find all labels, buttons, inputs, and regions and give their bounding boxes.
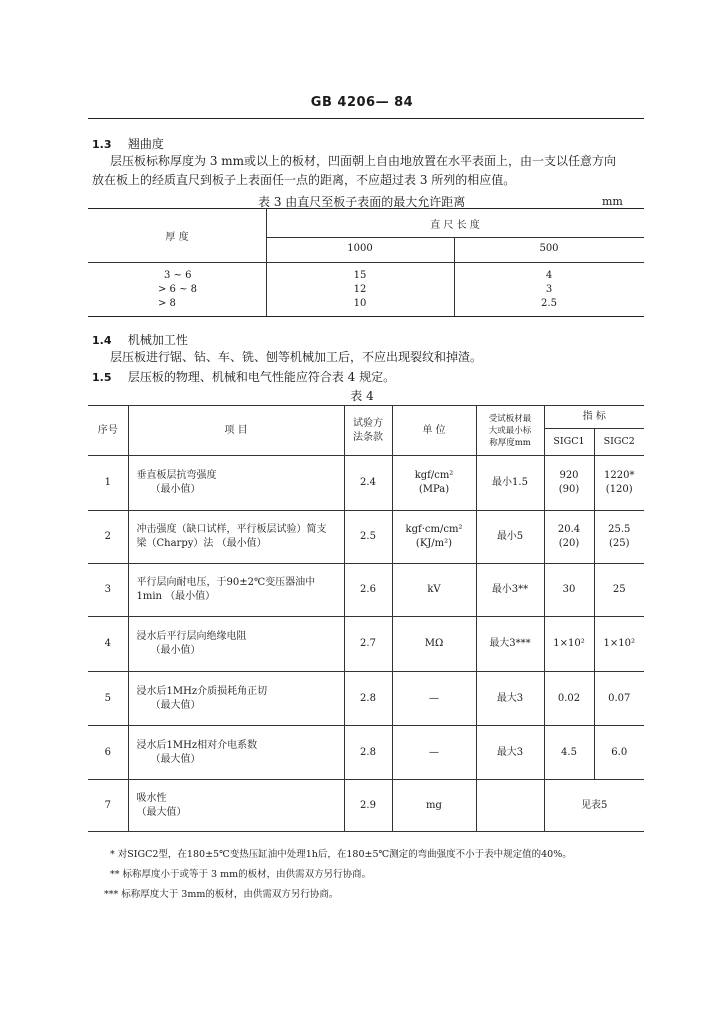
section-1-3-text-line2: 放在板上的经质直尺到板子上表面任一点的距离，不应超过表 3 所列的相应值。 [92,173,516,187]
table4-header-thickness: 受试板材最 大或最小标 称厚度mm [476,406,544,456]
table3-row3-thickness: > 8 [158,298,176,309]
table-row: 6 浸水后1MHz相对介电系数 （最大值） 2.8 — 最大3 4.5 6.0 [88,726,644,780]
table4-header-method: 试验方 法条款 [344,406,392,456]
table3-row1-thickness: 3 ~ 6 [164,270,192,281]
section-1-3-text-line1: 层压板标称厚度为 3 mm或以上的板材，凹面朝上自由地放置在水平表面上，由一支以任意方向 [110,154,617,168]
table-row: 1 垂直板层抗弯强度 （最小值） 2.4 kgf/cm² (MPa) 最小1.5 920 (90) 1220* (120) [88,456,644,511]
table4-header-seq: 序号 [88,406,128,456]
footnote-3: *** 标称厚度大于 3mm的板材，由供需双方另行协商。 [104,889,339,900]
table-row: 2 冲击强度（缺口试样，平行板层试验）简支 梁（Charpy）法 （最小值） 2.5 kgf·cm/cm² (KJ/m²) 最小5 20.4 (20) 25.5 (25) [88,511,644,564]
table4-header-item: 项 目 [128,406,344,456]
section-1-3-heading [92,135,164,152]
table3-row2-500: 3 [545,284,553,295]
table3-row1-500: 4 [545,270,553,281]
section-1-4-heading [92,331,188,348]
table4 [88,405,644,832]
table3 [88,208,644,318]
table-row: 3 平行层向耐电压，于90±2℃变压器油中 1min （最小值） 2.6 kV 最小3** 30 25 [88,564,644,617]
table4-caption: 表 4 [350,389,374,403]
table4-header-sigc2: SIGC2 [594,429,644,456]
section-1-4-number: 1.4 [92,334,112,347]
table3-row3-1000: 10 [353,298,367,309]
table3-unit: mm [602,195,623,208]
table-row: 7 吸水性 （最大值） 2.9 mg 见表5 [88,780,644,832]
table4-header-sigc1: SIGC1 [544,429,594,456]
footnote-1: * 对SIGC2型，在180±5℃变热压缸油中处理1h后，在180±5℃测定的弯曲强度不小于表中规定值的40%。 [110,849,572,860]
table3-caption: 表 3 由直尺至板子表面的最大允许距离 [258,195,466,209]
table-row: 5 浸水后1MHz介质损耗角正切 （最大值） 2.8 — 最大3 0.02 0.07 [88,672,644,726]
footnote-2: ** 标称厚度小于或等于 3 mm的板材，由供需双方另行协商。 [110,869,372,880]
section-1-3-number: 1.3 [92,138,112,151]
table3-header-thickness: 厚 度 [165,232,189,243]
table3-row2-1000: 12 [353,284,367,295]
section-1-5-text: 层压板的物理、机械和电气性能应符合表 4 规定。 [127,370,396,384]
section-1-5-heading [92,368,395,385]
standard-header: GB 4206— 84 [310,95,414,110]
table3-row2-thickness: > 6 ~ 8 [158,284,198,295]
table-row: 4 浸水后平行层向绝缘电阻 （最小值） 2.7 MΩ 最大3*** 1×10² 1×10² [88,617,644,672]
table4-header-index: 指 标 [544,406,644,429]
table3-header-500: 500 [539,243,559,254]
section-1-5-number: 1.5 [92,371,112,384]
section-1-4-title: 机械加工性 [127,333,188,347]
table3-row3-500: 2.5 [541,298,557,309]
section-1-3-title: 翘曲度 [127,137,164,151]
table3-header-ruler-length: 直 尺 长 度 [430,220,480,231]
header-rule [88,118,644,119]
table3-header-1000: 1000 [347,243,373,254]
section-1-4-text: 层压板进行锯、钻、车、铣、刨等机械加工后，不应出现裂纹和掉渣。 [110,350,483,364]
table4-header-unit: 单 位 [392,406,476,456]
table3-row1-1000: 15 [353,270,367,281]
